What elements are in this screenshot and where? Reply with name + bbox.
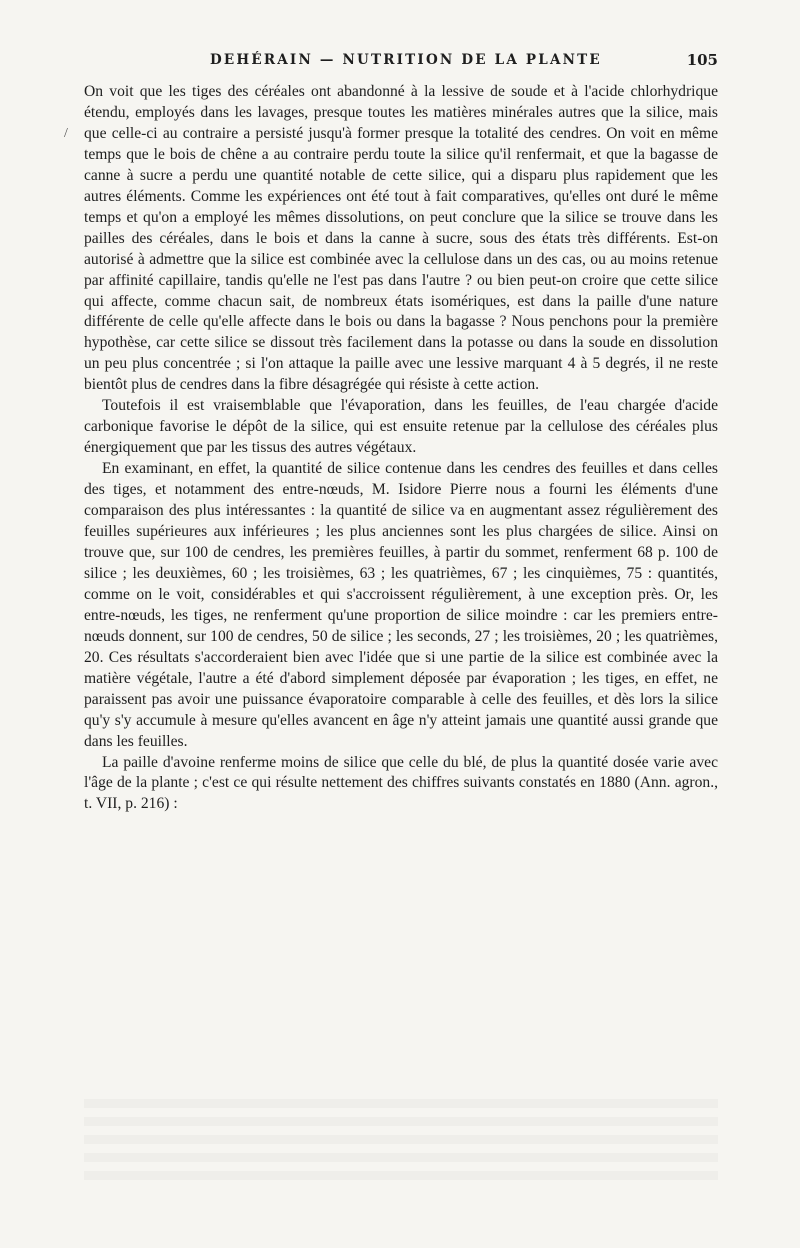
body-text	[84, 82, 718, 815]
paragraph-4: La paille d'avoine renferme moins de silice que celle du blé, de plus la quantité dosée varie avec l'âge de la plante ; c'est ce qui résulte nettement des chiffres suivants constatés en 1880 (Ann. agron., t. VII, p. 216) :	[84, 753, 718, 813]
page-header	[84, 48, 718, 74]
page-number: 105	[686, 51, 718, 69]
margin-mark: /	[64, 126, 68, 141]
bleed-through-shadow	[84, 1090, 718, 1180]
paragraph-1: On voit que les tiges des céréales ont abandonné à la lessive de soude et à l'acide chlorhydrique étendu, employés dans les lavages, presque toutes les matières minérales autres que la silice, mais que celle-ci au contraire a persisté jusqu'à former presque la totalité des cendres. On voit en même temps que le bois de chêne a au contraire perdu toute la silice qu'il renfermait, et que la bagasse de canne à sucre a perdu une quantité notable de cette silice, qui a disparu plus rapidement que les autres éléments. Comme les expériences ont été tout à fait comparatives, qu'elles ont duré le même temps et qu'on a employé les mêmes dissolutions, on peut conclure que la silice se trouve dans les pailles des céréales, dans le bois et dans la canne à sucre, sous des états très différents. Est-on autorisé à admettre que la silice est combinée avec la cellulose dans un des cas, ou au moins retenue par affinité capillaire, tandis qu'elle ne l'est pas dans l'autre ? ou bien peut-on croire que cette silice qui affecte, comme chacun sait, de nombreux états isomériques, est dans la paille d'une nature différente de celle qu'elle affecte dans le bois ou dans la bagasse ? Nous penchons pour la première hypothèse, car cette silice se dissout très facilement dans la potasse ou dans la soude en dissolution un peu plus concentrée ; si l'on attaque la paille avec une lessive marquant 4 à 5 degrés, il ne reste bientôt plus de cendres dans la fibre désagrégée qui résiste à cette action.	[84, 83, 718, 394]
paragraph-3: En examinant, en effet, la quantité de silice contenue dans les cendres des feuilles et dans celles des tiges, et notamment des entre-nœuds, M. Isidore Pierre nous a fourni les éléments d'une comparaison des plus intéressantes : la quantité de silice va en augmentant assez régulièrement des feuilles supérieures aux inférieures ; les plus anciennes sont les plus chargées de silice. Ainsi on trouve que, sur 100 de cendres, les premières feuilles, à partir du sommet, renferment 68 p. 100 de silice ; les deuxièmes, 60 ; les troisièmes, 63 ; les quatrièmes, 67 ; les cinquièmes, 75 : quantités, comme on le voit, considérables et qui s'accroissent régulièrement, à une exception près. Or, les entre-nœuds, les tiges, ne renferment qu'une proportion de silice moindre : car les premiers entre-nœuds donnent, sur 100 de cendres, 50 de silice ; les seconds, 27 ; les troisièmes, 20 ; les quatrièmes, 20. Ces résultats s'accorderaient bien avec l'idée que si une partie de la silice est combinée avec la matière végétale, l'autre a été d'abord simplement déposée par évaporation ; les tiges, en effet, ne paraissent pas avoir une puissance évaporatoire comparable à celle des feuilles, et dès lors la silice qu'y s'y accumule à mesure qu'elles avancent en âge n'y atteint jamais une quantité aussi grande que dans les feuilles.	[84, 460, 718, 750]
running-title: DEHÉRAIN — NUTRITION DE LA PLANTE	[210, 52, 602, 68]
paragraph-2: Toutefois il est vraisemblable que l'évaporation, dans les feuilles, de l'eau chargée d'acide carbonique favorise le dépôt de la silice, qui est ensuite retenue par la cellulose des céréales plus énergiquement que par les tissus des autres végétaux.	[84, 397, 718, 457]
